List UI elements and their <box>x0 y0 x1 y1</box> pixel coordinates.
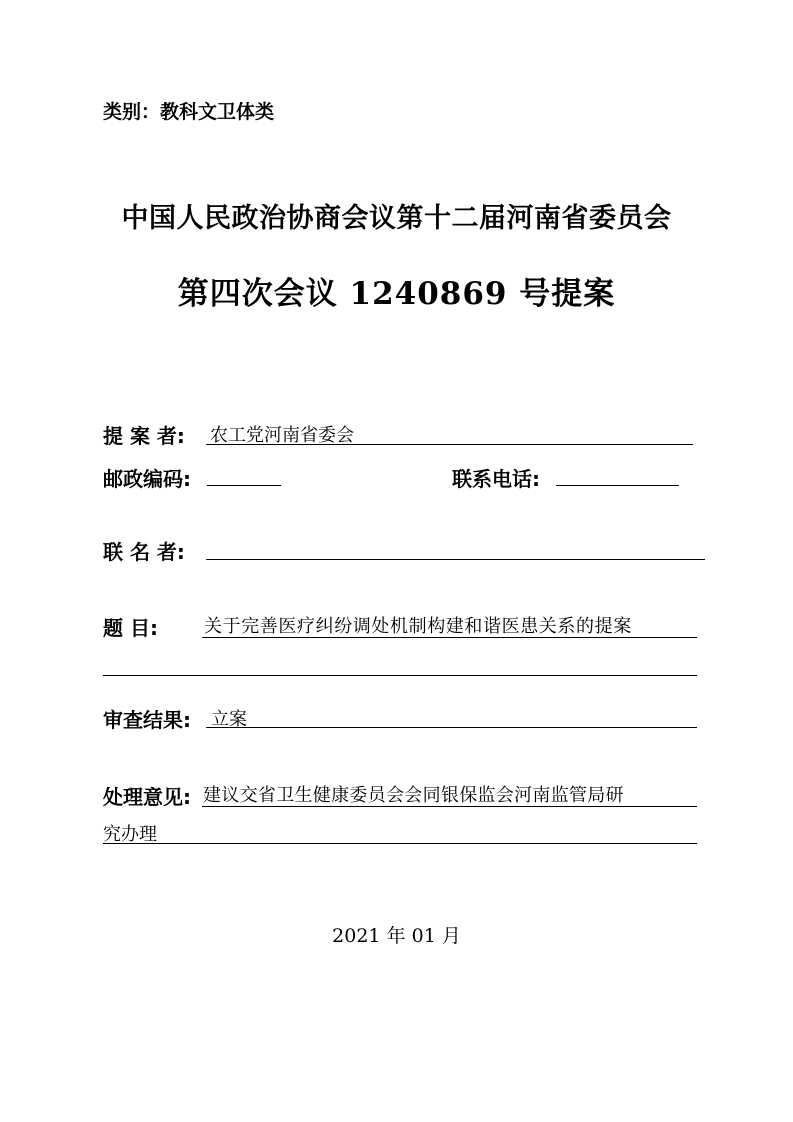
handling-label: 处理意见: <box>103 785 191 809</box>
handling-underline-1 <box>202 806 697 807</box>
date: 2021 年 01 月 <box>332 925 461 947</box>
phone-label: 联系电话: <box>452 467 540 491</box>
proposer-underline <box>206 444 693 445</box>
subject-label: 题 目: <box>103 616 158 640</box>
co-signers-label: 联 名 者: <box>103 540 185 564</box>
phone-underline <box>556 485 679 486</box>
review-label: 审查结果: <box>103 708 191 732</box>
title-line-2: 第四次会议 1240869 号提案 <box>177 276 616 312</box>
handling-value-line-1: 建议交省卫生健康委员会会同银保监会河南监管局研 <box>203 785 624 806</box>
postcode-underline <box>207 485 281 486</box>
handling-value-line-2: 究办理 <box>103 824 157 845</box>
handling-underline-2 <box>103 843 697 844</box>
subject-underline-2 <box>103 675 697 676</box>
proposer-value: 农工党河南省委会 <box>210 425 354 446</box>
subject-underline-1 <box>202 637 697 638</box>
category-label: 类别：教科文卫体类 <box>103 101 275 123</box>
co-signers-underline <box>206 559 705 560</box>
title-line-1: 中国人民政治协商会议第十二届河南省委员会 <box>121 203 672 234</box>
review-value: 立案 <box>211 709 247 730</box>
postcode-label: 邮政编码: <box>103 467 191 491</box>
subject-value: 关于完善医疗纠纷调处机制构建和谐医患关系的提案 <box>204 616 632 637</box>
review-underline <box>206 727 697 728</box>
proposer-label: 提 案 者: <box>103 424 185 448</box>
